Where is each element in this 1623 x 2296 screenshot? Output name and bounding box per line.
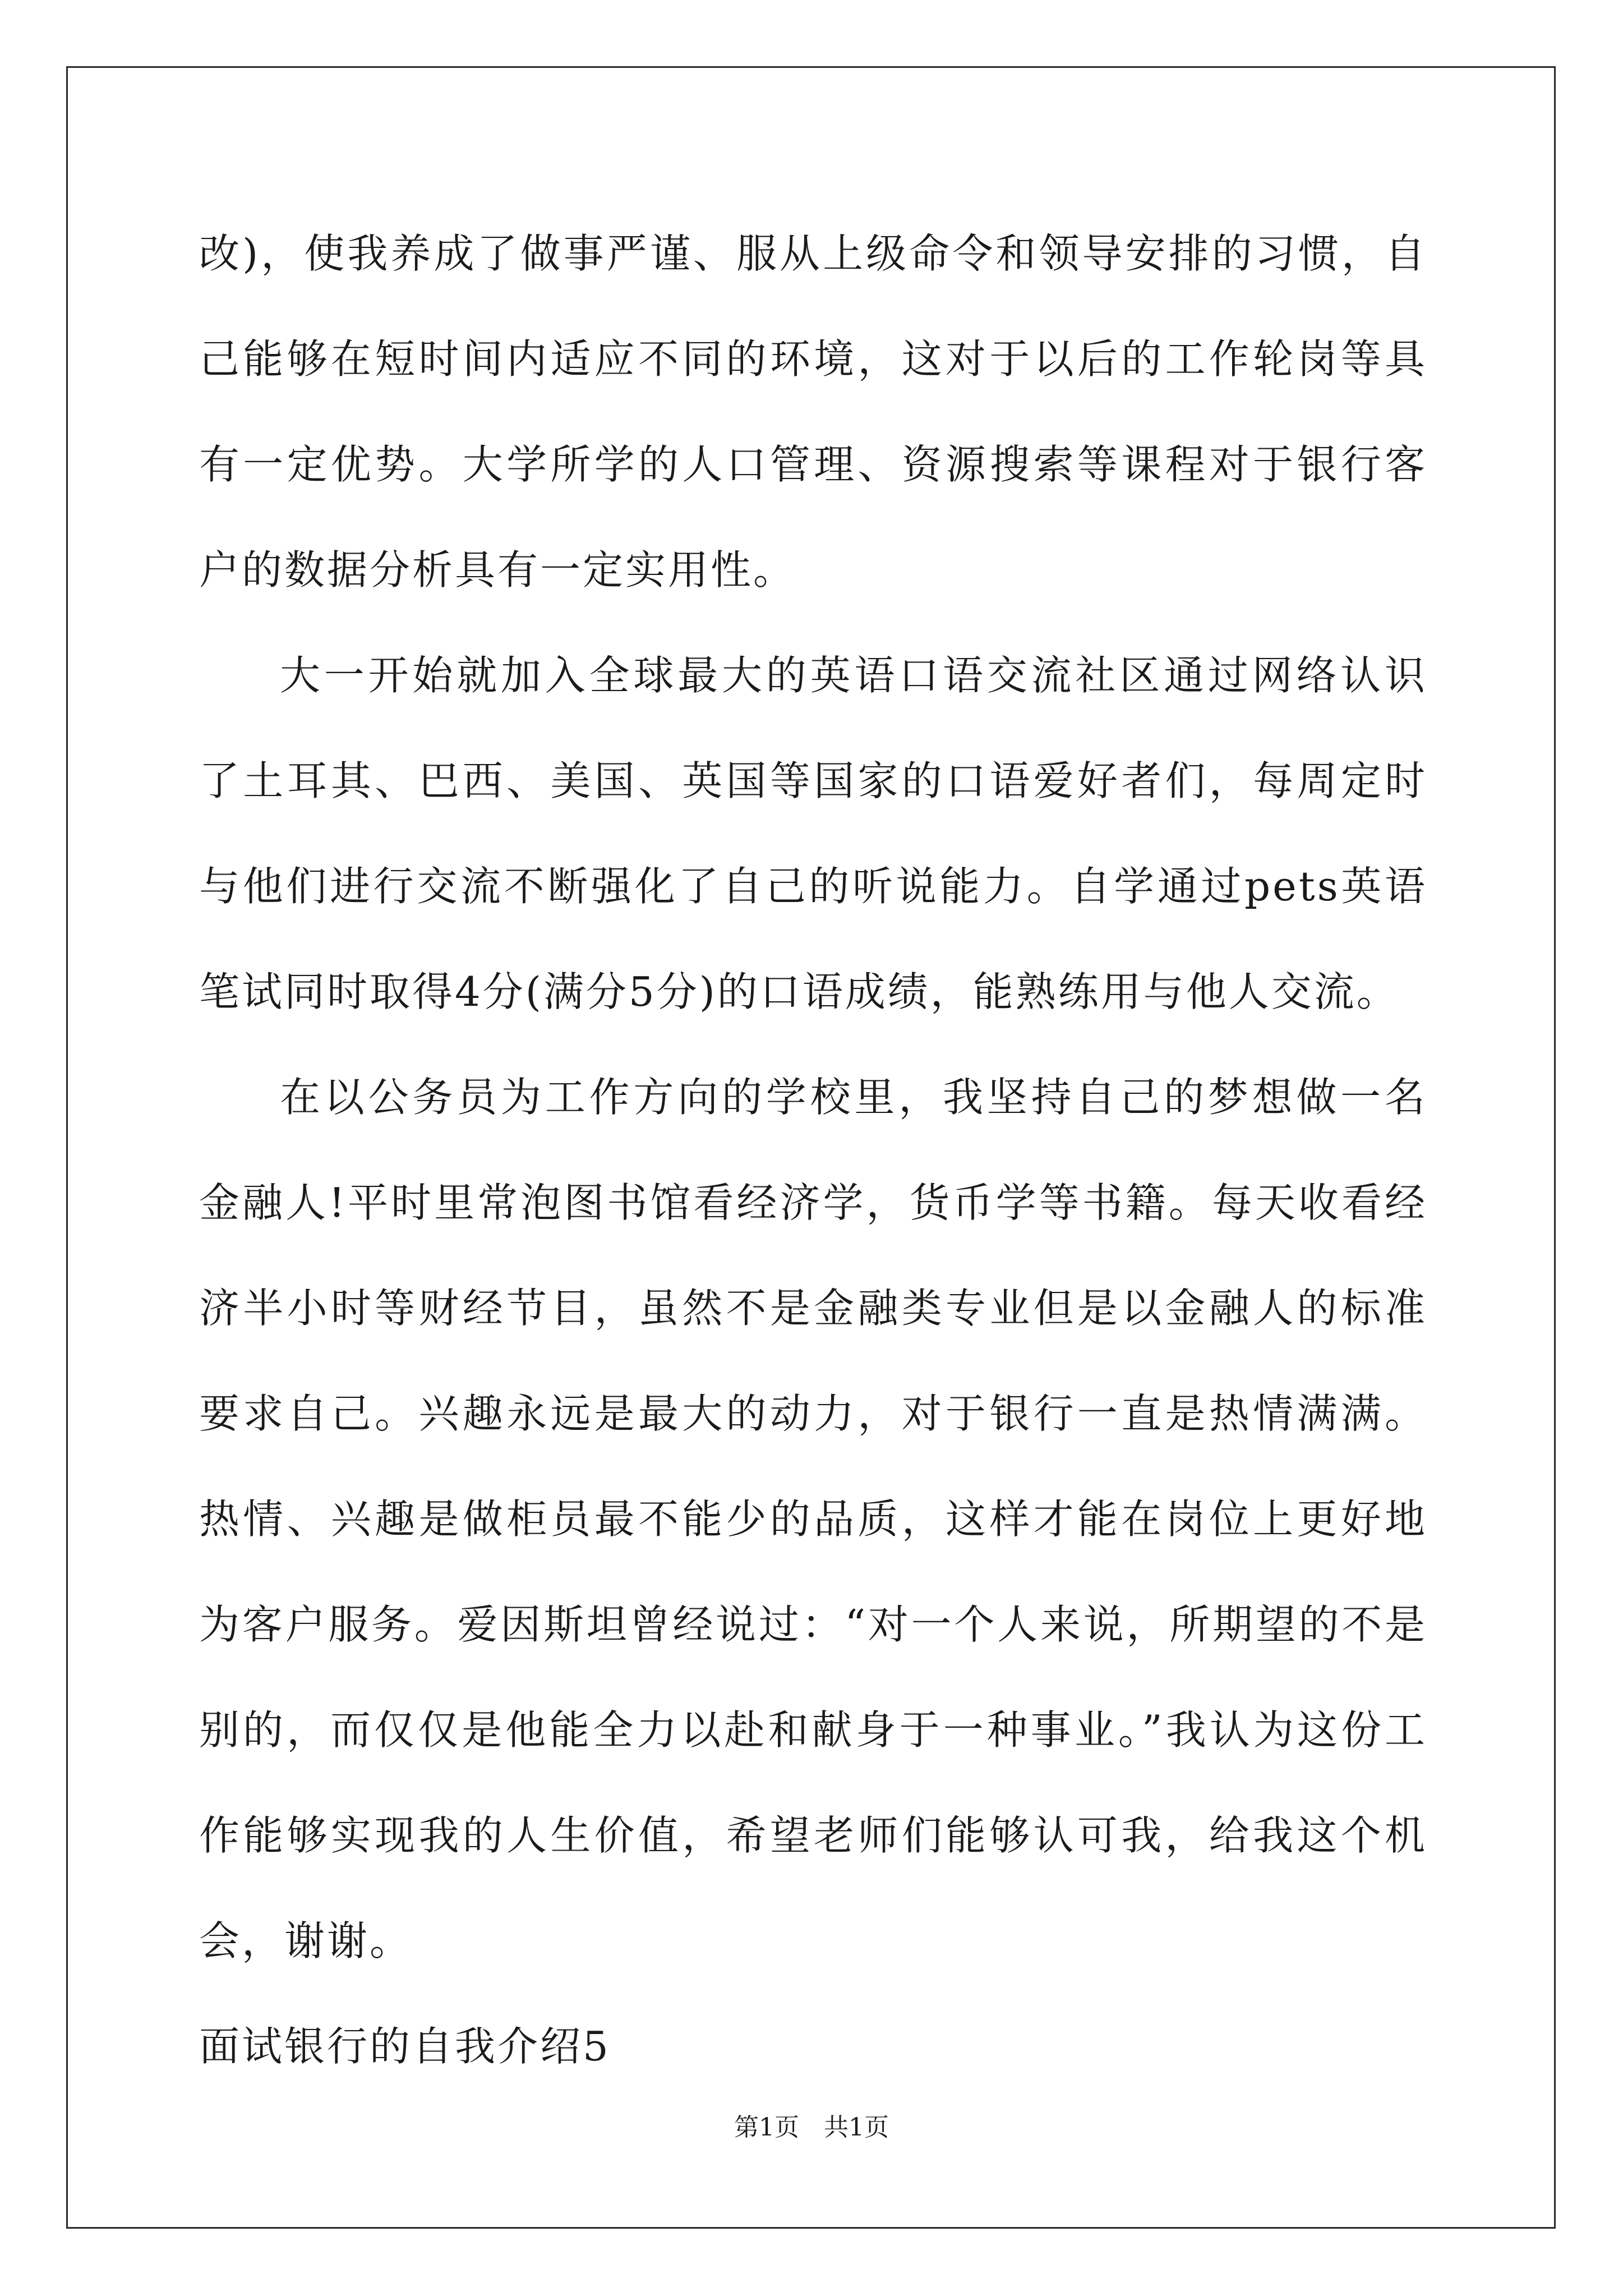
document-body [199, 201, 1427, 2099]
paragraph-continued: 改)，使我养成了做事严谨、服从上级命令和领导安排的习惯，自己能够在短时间内适应不同的环境，这对于以后的工作轮岗等具有一定优势。大学所学的人口管理、资源搜索等课程对于银行客户的数据分析具有一定实用性。 [199, 230, 1427, 593]
page-number-footer: 第1页 共1页 [734, 2113, 889, 2142]
paragraph-english-skills: 大一开始就加入全球最大的英语口语交流社区通过网络认识了土耳其、巴西、美国、英国等国家的口语爱好者们，每周定时与他们进行交流不断强化了自己的听说能力。自学通过pets英语笔试同时取得4分(满分5分)的口语成绩，能熟练用与他人交流。 [199, 652, 1427, 1015]
paragraph-finance-interest: 在以公务员为工作方向的学校里，我坚持自己的梦想做一名金融人!平时里常泡图书馆看经济学，货币学等书籍。每天收看经济半小时等财经节目，虽然不是金融类专业但是以金融人的标准要求自己。兴趣永远是最大的动力，对于银行一直是热情满满。热情、兴趣是做柜员最不能少的品质，这样才能在岗位上更好地为客户服务。爱因斯坦曾经说过：“对一个人来说，所期望的不是别的，而仅仅是他能全力以赴和献身于一种事业。”我认为这份工作能够实现我的人生价值，希望老师们能够认可我，给我这个机会，谢谢。 [199, 1074, 1427, 1964]
section-heading: 面试银行的自我介绍5 [199, 2023, 611, 2070]
